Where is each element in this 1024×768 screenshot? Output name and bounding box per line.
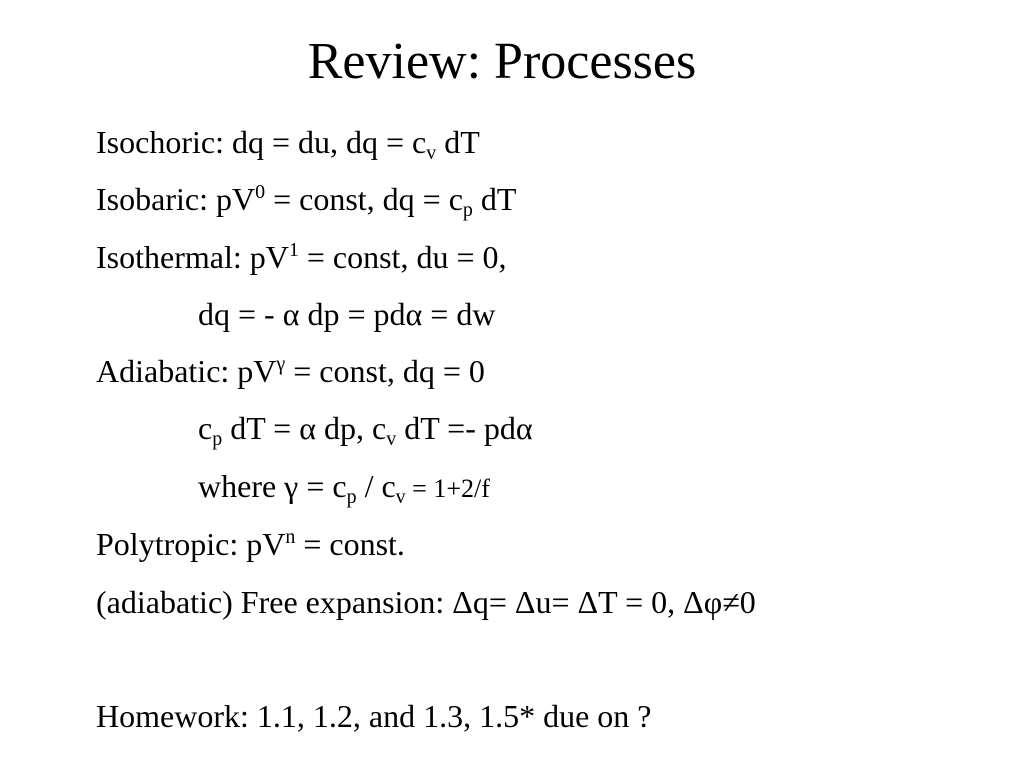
adiabatic-cont1-text: c <box>198 410 213 446</box>
subscript: v <box>386 428 397 450</box>
adiabatic-continuation-line-2 <box>198 466 490 509</box>
subscript: v <box>395 486 406 508</box>
isothermal-line <box>96 237 506 277</box>
adiabatic-continuation-line-1 <box>198 408 533 448</box>
adiabatic-text: Adiabatic: pV <box>96 353 277 389</box>
isobaric-line <box>96 179 516 219</box>
isothermal-text: Isothermal: pV <box>96 239 289 275</box>
isothermal-continuation-text: dq = - α dp = pdα = dw <box>198 296 496 332</box>
adiabatic-line <box>96 351 485 391</box>
isobaric-text-mid: = const, dq = c <box>265 181 463 217</box>
subscript: p <box>212 428 223 450</box>
superscript: γ <box>276 353 286 375</box>
homework-text: Homework: 1.1, 1.2, and 1.3, 1.5* due on ? <box>96 698 652 734</box>
adiabatic-cont2-text: where γ = c <box>198 468 347 504</box>
isothermal-text-end: = const, du = 0, <box>298 239 507 275</box>
homework-line <box>96 696 651 736</box>
adiabatic-cont2-text-mid: / c <box>356 468 396 504</box>
isochoric-text-end: dT <box>436 124 480 160</box>
isobaric-text: Isobaric: pV <box>96 181 256 217</box>
isobaric-text-end: dT <box>472 181 517 217</box>
isochoric-text: Isochoric: dq = du, dq = c <box>96 124 427 160</box>
adiabatic-text-end: = const, dq = 0 <box>285 353 485 389</box>
isochoric-line <box>96 122 480 162</box>
free-expansion-text: (adiabatic) Free expansion: Δq= Δu= ΔT = 0, Δφ≠0 <box>96 584 756 620</box>
subscript: v <box>426 142 437 164</box>
superscript: 1 <box>288 239 299 261</box>
superscript: n <box>285 526 296 548</box>
polytropic-text: Polytropic: pV <box>96 526 286 562</box>
adiabatic-cont2-text-end: = 1+2/f <box>405 474 490 503</box>
slide-title: Review: Processes <box>307 33 697 90</box>
free-expansion-line <box>96 582 756 622</box>
polytropic-line <box>96 524 405 564</box>
subscript: p <box>462 199 473 221</box>
adiabatic-cont1-text-end: dT =- pdα <box>396 410 533 446</box>
polytropic-text-end: = const. <box>295 526 405 562</box>
superscript: 0 <box>255 181 266 203</box>
isothermal-continuation-line <box>198 294 495 334</box>
adiabatic-cont1-text-mid: dT = α dp, c <box>222 410 387 446</box>
subscript: p <box>346 486 357 508</box>
